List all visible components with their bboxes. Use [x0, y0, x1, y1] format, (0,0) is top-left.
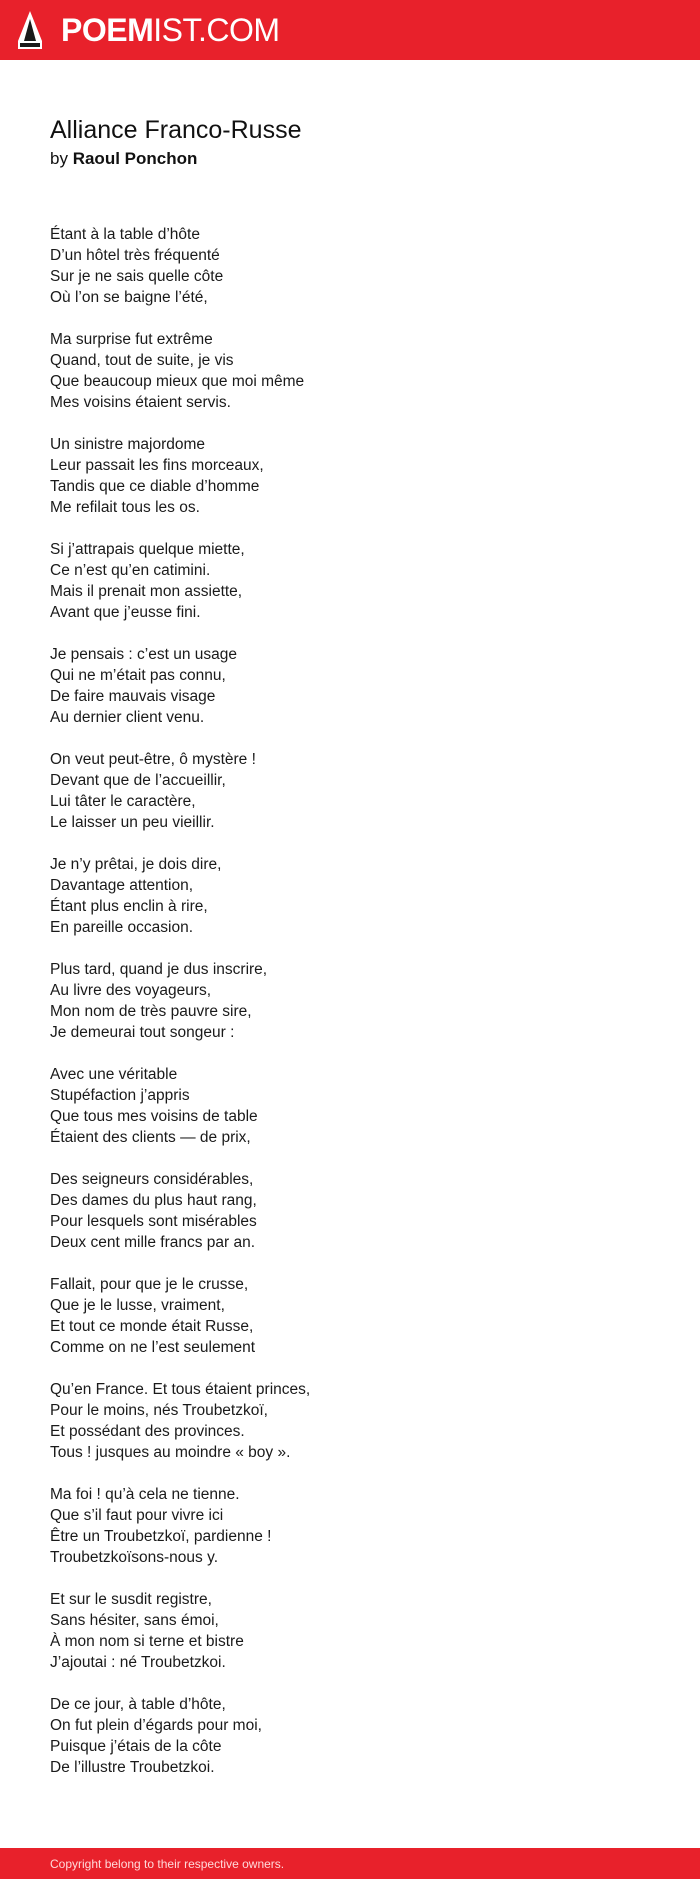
- logo-bold-text: POEM: [61, 12, 154, 48]
- poem-line: Je n’y prêtai, je dois dire,: [50, 856, 222, 873]
- poem-stanza: [50, 749, 650, 833]
- poem-line: Mes voisins étaient servis.: [50, 394, 231, 411]
- poem-line: On fut plein d’égards pour moi,: [50, 1717, 262, 1734]
- poem-line: Sur je ne sais quelle côte: [50, 268, 224, 285]
- poem-line: Fallait, pour que je le crusse,: [50, 1276, 249, 1293]
- poem-line: Et possédant des provinces.: [50, 1423, 245, 1440]
- poem-stanza: [50, 1484, 650, 1568]
- poem-line: Étant à la table d’hôte: [50, 226, 200, 243]
- poem-line: Tous ! jusques au moindre « boy ».: [50, 1444, 291, 1461]
- poem-line: Quand, tout de suite, je vis: [50, 352, 234, 369]
- poem-stanza: [50, 854, 650, 938]
- poem-line: Tandis que ce diable d’homme: [50, 478, 260, 495]
- poem-stanza: [50, 1064, 650, 1148]
- poem-line: Des seigneurs considérables,: [50, 1171, 254, 1188]
- poem-author: Raoul Ponchon: [72, 149, 198, 168]
- poem-line: Pour le moins, nés Troubetzkoï,: [50, 1402, 268, 1419]
- poem-line: Me refilait tous les os.: [50, 499, 200, 516]
- poem-line: Ma foi ! qu’à cela ne tienne.: [50, 1486, 240, 1503]
- poem-line: Où l’on se baigne l’été,: [50, 289, 208, 306]
- poem-stanza: [50, 539, 650, 623]
- poem-stanza: [50, 1274, 650, 1358]
- poem-stanza: [50, 434, 650, 518]
- poem-line: J’ajoutai : né Troubetzkoi.: [50, 1654, 226, 1671]
- poem-stanza: [50, 224, 650, 308]
- poem-stanza: [50, 644, 650, 728]
- poem-stanza: [50, 959, 650, 1043]
- poem-title: Alliance Franco-Russe: [50, 116, 302, 144]
- poem-line: De faire mauvais visage: [50, 688, 216, 705]
- poem-line: Comme on ne l’est seulement: [50, 1339, 256, 1356]
- poem-line: Un sinistre majordome: [50, 436, 206, 453]
- poem-line: Des dames du plus haut rang,: [50, 1192, 257, 1209]
- poem-line: Le laisser un peu vieillir.: [50, 814, 215, 831]
- poem-line: En pareille occasion.: [50, 919, 194, 936]
- poem-line: Deux cent mille francs par an.: [50, 1234, 256, 1251]
- poem-line: Je demeurai tout songeur :: [50, 1024, 235, 1041]
- poem-line: Pour lesquels sont misérables: [50, 1213, 257, 1230]
- poem-byline: [50, 147, 650, 171]
- poem-line: Puisque j’étais de la côte: [50, 1738, 222, 1755]
- poem-body: [50, 224, 650, 1778]
- poem-line: Mais il prenait mon assiette,: [50, 583, 243, 600]
- poem-line: De ce jour, à table d’hôte,: [50, 1696, 226, 1713]
- poem-stanza: [50, 1694, 650, 1778]
- poem-line: Plus tard, quand je dus inscrire,: [50, 961, 268, 978]
- poem-line: Je pensais : c’est un usage: [50, 646, 237, 663]
- poem-line: Avec une véritable: [50, 1066, 178, 1083]
- poem-line: Davantage attention,: [50, 877, 194, 894]
- poem-line: Mon nom de très pauvre sire,: [50, 1003, 252, 1020]
- poem-content: [50, 113, 650, 1799]
- poem-line: Que je le lusse, vraiment,: [50, 1297, 225, 1314]
- poem-stanza: [50, 1589, 650, 1673]
- site-footer: [0, 1848, 700, 1879]
- poem-stanza: [50, 329, 650, 413]
- site-header: [0, 0, 700, 60]
- poem-line: Que beaucoup mieux que moi même: [50, 373, 305, 390]
- poem-line: Au livre des voyageurs,: [50, 982, 212, 999]
- site-logo[interactable]: [61, 11, 280, 49]
- poem-line: Étaient des clients — de prix,: [50, 1129, 251, 1146]
- poem-stanza: [50, 1169, 650, 1253]
- poem-line: Qui ne m’était pas connu,: [50, 667, 226, 684]
- poem-line: Être un Troubetzkoï, pardienne !: [50, 1528, 272, 1545]
- poem-line: Qu’en France. Et tous étaient princes,: [50, 1381, 311, 1398]
- copyright-text: Copyright belong to their respective owners.: [50, 1857, 285, 1871]
- poem-line: Avant que j’eusse fini.: [50, 604, 201, 621]
- poem-line: Et sur le susdit registre,: [50, 1591, 212, 1608]
- poem-line: Ce n’est qu’en catimini.: [50, 562, 211, 579]
- byline-prefix: by: [50, 149, 68, 168]
- pencil-tip-icon[interactable]: [18, 11, 42, 49]
- poem-line: Que tous mes voisins de table: [50, 1108, 258, 1125]
- poem-line: Si j’attrapais quelque miette,: [50, 541, 245, 558]
- poem-line: Sans hésiter, sans émoi,: [50, 1612, 219, 1629]
- poem-stanza: [50, 1379, 650, 1463]
- poem-line: D’un hôtel très fréquenté: [50, 247, 220, 264]
- poem-line: Troubetzkoïsons-nous y.: [50, 1549, 218, 1566]
- poem-line: Au dernier client venu.: [50, 709, 205, 726]
- poem-line: Leur passait les fins morceaux,: [50, 457, 264, 474]
- poem-line: On veut peut-être, ô mystère !: [50, 751, 256, 768]
- poem-line: À mon nom si terne et bistre: [50, 1633, 244, 1650]
- poem-line: Ma surprise fut extrême: [50, 331, 213, 348]
- poem-line: Devant que de l’accueillir,: [50, 772, 226, 789]
- poem-line: Stupéfaction j’appris: [50, 1087, 190, 1104]
- poem-line: Que s’il faut pour vivre ici: [50, 1507, 224, 1524]
- poem-line: Et tout ce monde était Russe,: [50, 1318, 254, 1335]
- poem-line: Étant plus enclin à rire,: [50, 898, 208, 915]
- poem-line: Lui tâter le caractère,: [50, 793, 196, 810]
- logo-light-text: IST.COM: [153, 12, 280, 48]
- poem-line: De l’illustre Troubetzkoi.: [50, 1759, 215, 1776]
